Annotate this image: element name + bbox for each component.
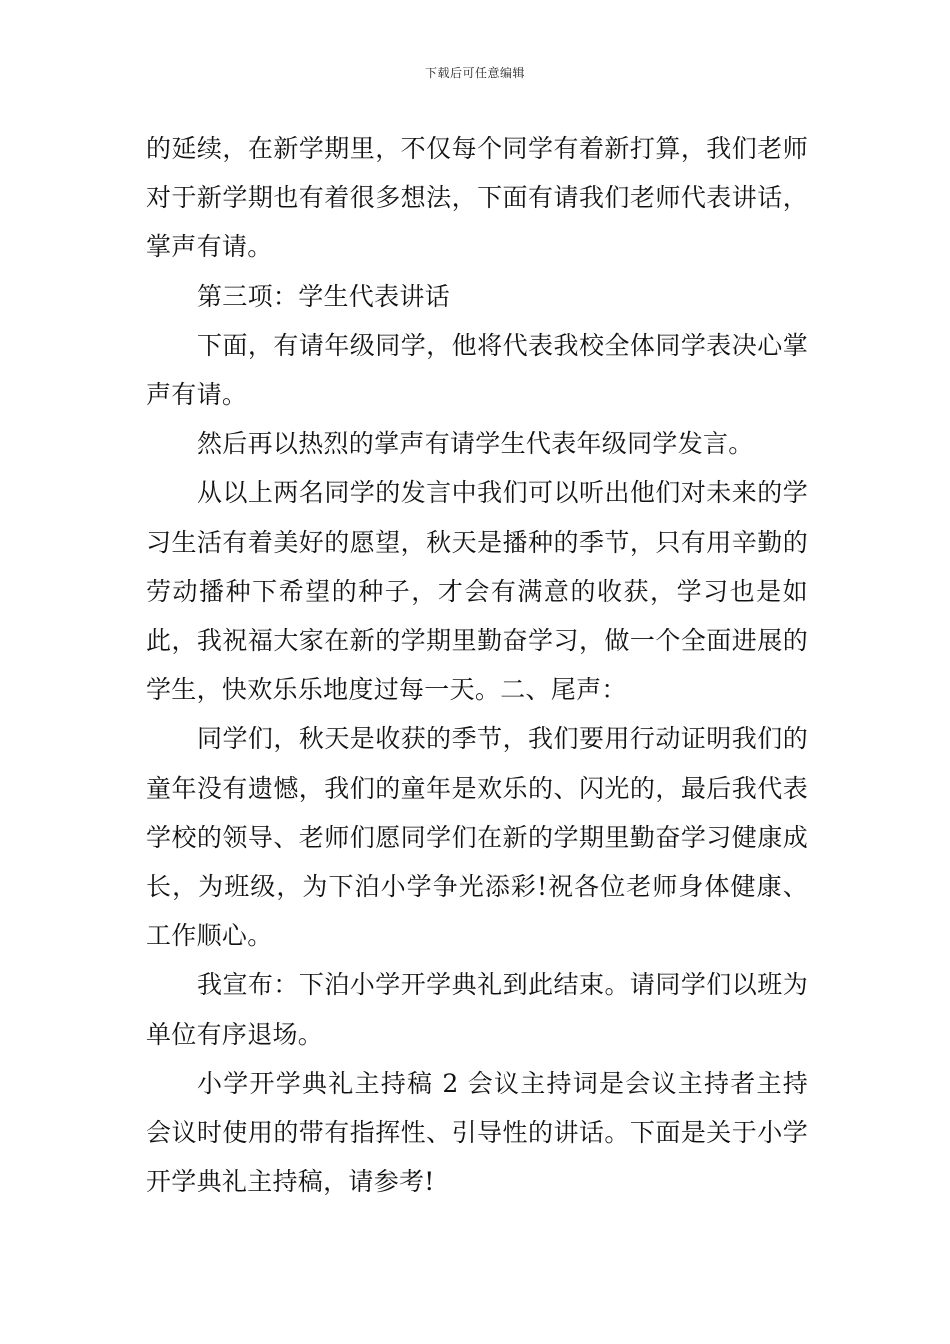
paragraph: 同学们，秋天是收获的季节，我们要用行动证明我们的童年没有遗憾，我们的童年是欢乐的、闪光的，最后我代表学校的领导、老师们愿同学们在新的学期里勤奋学习健康成长，为班级，为下泊小学争光添彩!祝各位老师身体健康、工作顺心。 bbox=[146, 724, 808, 951]
document-body bbox=[146, 124, 808, 1206]
page-header-note: 下载后可任意编辑 bbox=[424, 66, 525, 80]
paragraph: 我宣布：下泊小学开学典礼到此结束。请同学们以班为单位有序退场。 bbox=[146, 970, 808, 1049]
paragraph: 然后再以热烈的掌声有请学生代表年级同学发言。 bbox=[197, 429, 754, 459]
paragraph-continuation: 的延续，在新学期里，不仅每个同学有着新打算，我们老师对于新学期也有着很多想法，下面有请我们老师代表讲话，掌声有请。 bbox=[146, 134, 808, 262]
paragraph: 下面，有请年级同学，他将代表我校全体同学表决心掌声有请。 bbox=[146, 330, 808, 410]
paragraph: 从以上两名同学的发言中我们可以听出他们对未来的学习生活有着美好的愿望，秋天是播种的季节，只有用辛勤的劳动播种下希望的种子，才会有满意的收获，学习也是如此，我祝福大家在新的学期里勤奋学习，做一个全面进展的学生，快欢乐乐地度过每一天。二、尾声： bbox=[146, 478, 808, 705]
paragraph: 小学开学典礼主持稿 2 会议主持词是会议主持者主持会议时使用的带有指挥性、引导性的讲话。下面是关于小学开学典礼主持稿，请参考! bbox=[146, 1068, 808, 1197]
paragraph-section-heading: 第三项：学生代表讲话 bbox=[197, 281, 451, 311]
